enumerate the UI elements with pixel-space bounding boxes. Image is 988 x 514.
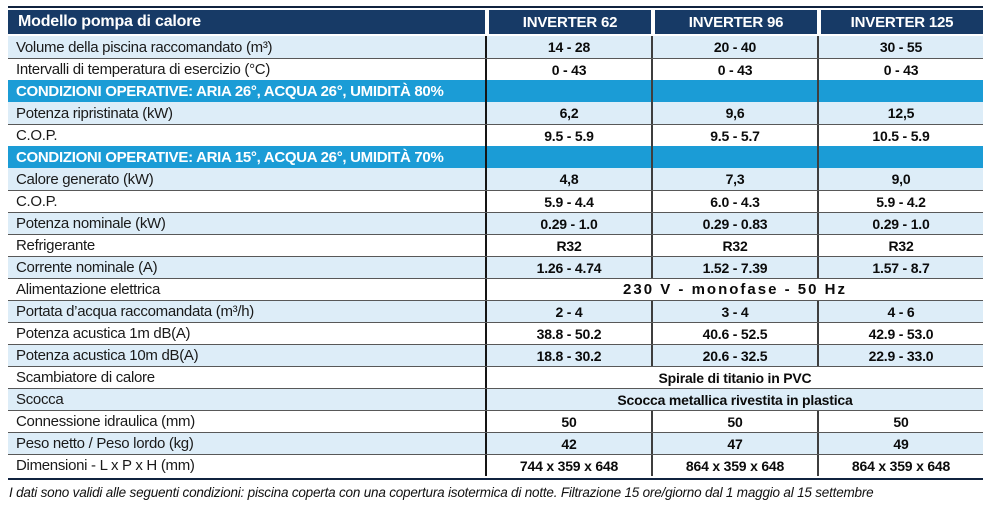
table-row-peso (8, 432, 983, 454)
cell-value: 9,6 (651, 102, 817, 124)
cell-value: 50 (651, 411, 817, 432)
row-label: Alimentazione elettrica (8, 279, 485, 300)
row-label: Potenza acustica 10m dB(A) (8, 345, 485, 366)
cell-value: 1.57 - 8.7 (817, 257, 983, 278)
cell-value: 18.8 - 30.2 (485, 345, 651, 366)
row-label: Dimensioni - L x P x H (mm) (8, 455, 485, 476)
cell-value: 5.9 - 4.2 (817, 191, 983, 212)
table-row-portata-acqua (8, 300, 983, 322)
cell-value: 49 (817, 433, 983, 454)
cell-value: 40.6 - 52.5 (651, 323, 817, 344)
cell-value: 42 (485, 433, 651, 454)
table-row-refrigerante (8, 234, 983, 256)
cell-value: 50 (485, 411, 651, 432)
table-row-potenza-ripristinata (8, 102, 983, 124)
table-row-connessione (8, 410, 983, 432)
row-label: Corrente nominale (A) (8, 257, 485, 278)
table-row-potenza-acustica-10m (8, 344, 983, 366)
cell-value: 20 - 40 (651, 36, 817, 58)
cell-value: 38.8 - 50.2 (485, 323, 651, 344)
row-label: Intervalli di temperatura di esercizio (°C) (8, 59, 485, 80)
table-row-cop-2 (8, 190, 983, 212)
cell-value: 0 - 43 (485, 59, 651, 80)
cell-value: 6,2 (485, 102, 651, 124)
table-row-cop-1 (8, 124, 983, 146)
cell-value: 3 - 4 (651, 301, 817, 322)
row-label: C.O.P. (8, 191, 485, 212)
table-row-volume (8, 36, 983, 58)
cell-value: 1.26 - 4.74 (485, 257, 651, 278)
cell-value: 9.5 - 5.9 (485, 125, 651, 146)
cell-value: 5.9 - 4.4 (485, 191, 651, 212)
section-band-fill (817, 146, 983, 168)
cell-value: 42.9 - 53.0 (817, 323, 983, 344)
section-band-fill (817, 80, 983, 102)
row-label: Scocca (8, 389, 485, 410)
cell-value: 9.5 - 5.7 (651, 125, 817, 146)
row-label: Potenza ripristinata (kW) (8, 102, 485, 124)
row-label: Potenza acustica 1m dB(A) (8, 323, 485, 344)
section-band-fill (651, 80, 817, 102)
table-row-potenza-nominale (8, 212, 983, 234)
row-label: Connessione idraulica (mm) (8, 411, 485, 432)
cell-value: 0.29 - 1.0 (817, 213, 983, 234)
table-top-border (8, 6, 983, 8)
cell-value: 7,3 (651, 168, 817, 190)
table-row-scocca (8, 388, 983, 410)
column-header-inverter-125: INVERTER 125 (817, 10, 983, 34)
cell-value: R32 (651, 235, 817, 256)
cell-value: 864 x 359 x 648 (817, 455, 983, 476)
cell-value: R32 (817, 235, 983, 256)
spec-table (8, 6, 983, 480)
cell-value: 4,8 (485, 168, 651, 190)
cell-value: 0.29 - 1.0 (485, 213, 651, 234)
row-label: Refrigerante (8, 235, 485, 256)
table-row-potenza-acustica-1m (8, 322, 983, 344)
table-row-scambiatore (8, 366, 983, 388)
table-row-alimentazione (8, 278, 983, 300)
section-band-label: CONDIZIONI OPERATIVE: ARIA 26°, ACQUA 26°, UMIDITÀ 80% (8, 80, 485, 102)
table-bottom-border (8, 478, 983, 480)
cell-value: 744 x 359 x 648 (485, 455, 651, 476)
cell-value: 1.52 - 7.39 (651, 257, 817, 278)
cell-value: 864 x 359 x 648 (651, 455, 817, 476)
footnote: I dati sono validi alle seguenti condizioni: piscina coperta con una copertura isotermica di notte. Filtrazione 15 ore/giorno dal 1 maggio al 15 settembre (9, 485, 874, 500)
cell-value-spanning: Scocca metallica rivestita in plastica (485, 389, 983, 410)
cell-value: 20.6 - 32.5 (651, 345, 817, 366)
row-label: Volume della piscina raccomandato (m³) (8, 36, 485, 58)
section-band-fill (651, 146, 817, 168)
cell-value: 14 - 28 (485, 36, 651, 58)
cell-value: 12,5 (817, 102, 983, 124)
section-band-fill (485, 146, 651, 168)
table-row-corrente-nominale (8, 256, 983, 278)
cell-value: 0 - 43 (817, 59, 983, 80)
section-band-aria-26 (8, 80, 983, 102)
table-row-calore-generato (8, 168, 983, 190)
row-label: C.O.P. (8, 125, 485, 146)
row-label: Scambiatore di calore (8, 367, 485, 388)
cell-value: 0.29 - 0.83 (651, 213, 817, 234)
cell-value: R32 (485, 235, 651, 256)
cell-value: 22.9 - 33.0 (817, 345, 983, 366)
section-band-label: CONDIZIONI OPERATIVE: ARIA 15°, ACQUA 26°, UMIDITÀ 70% (8, 146, 485, 168)
cell-value: 9,0 (817, 168, 983, 190)
cell-value: 30 - 55 (817, 36, 983, 58)
cell-value: 10.5 - 5.9 (817, 125, 983, 146)
cell-value-spanning: 230 V - monofase - 50 Hz (485, 279, 983, 300)
cell-value: 0 - 43 (651, 59, 817, 80)
section-band-fill (485, 80, 651, 102)
section-band-aria-15 (8, 146, 983, 168)
cell-value: 6.0 - 4.3 (651, 191, 817, 212)
table-header-row (8, 10, 983, 34)
row-label: Peso netto / Peso lordo (kg) (8, 433, 485, 454)
cell-value: 47 (651, 433, 817, 454)
cell-value: 4 - 6 (817, 301, 983, 322)
cell-value: 2 - 4 (485, 301, 651, 322)
cell-value: 50 (817, 411, 983, 432)
column-header-inverter-96: INVERTER 96 (651, 10, 817, 34)
row-label: Potenza nominale (kW) (8, 213, 485, 234)
row-label: Calore generato (kW) (8, 168, 485, 190)
header-model-label: Modello pompa di calore (8, 10, 485, 34)
table-row-dimensioni (8, 454, 983, 476)
cell-value-spanning: Spirale di titanio in PVC (485, 367, 983, 388)
column-header-inverter-62: INVERTER 62 (485, 10, 651, 34)
row-label: Portata d’acqua raccomandata (m³/h) (8, 301, 485, 322)
table-row-intervalli (8, 58, 983, 80)
